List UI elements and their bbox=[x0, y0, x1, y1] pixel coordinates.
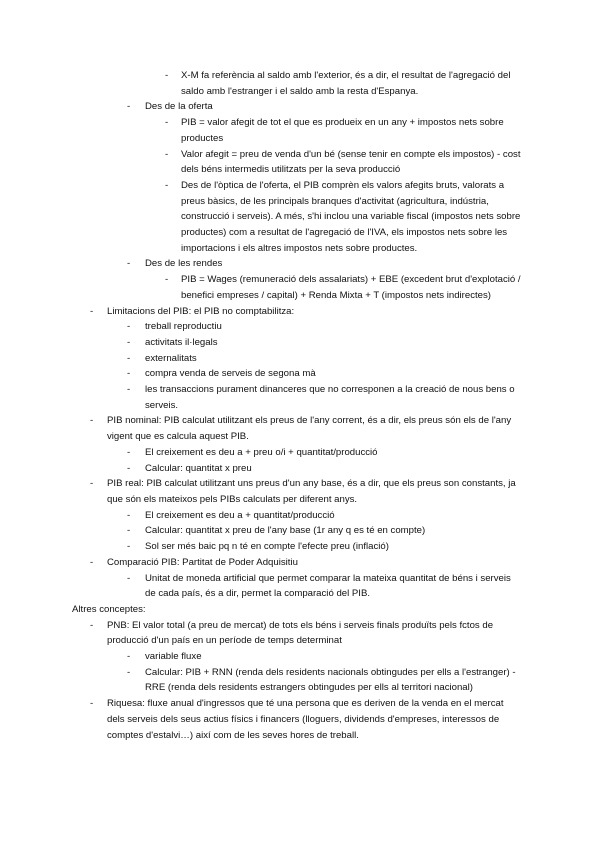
bullet-text: externalitats bbox=[145, 352, 197, 364]
bullet-item-level-2 bbox=[0, 99, 523, 115]
bullet-text: Sol ser més baic pq n té en compte l'efecte preu (inflació) bbox=[145, 541, 389, 553]
bullet-text: Des de les rendes bbox=[145, 258, 223, 270]
bullet-item-level-3 bbox=[0, 272, 521, 303]
bullet-item-level-1 bbox=[0, 696, 523, 743]
bullet-dash: - bbox=[127, 258, 131, 270]
bullet-text: El creixement es deu a + preu o/i + quantitat/producció bbox=[145, 446, 378, 458]
bullet-dash: - bbox=[127, 666, 131, 678]
bullet-dash: - bbox=[127, 462, 131, 474]
bullet-text: compra venda de serveis de segona mà bbox=[145, 368, 316, 380]
bullet-item-level-2 bbox=[0, 319, 523, 335]
bullet-dash: - bbox=[127, 384, 131, 396]
bullet-dash: - bbox=[90, 698, 94, 710]
bullet-item-level-2 bbox=[0, 445, 523, 461]
bullet-dash: - bbox=[90, 556, 94, 568]
bullet-text: PIB = Wages (remuneració dels assalariats) + EBE (excedent brut d'explotació / benefici empreses / capital) + Renda Mixta + T (impostos nets indirectes) bbox=[181, 274, 521, 301]
bullet-text: Valor afegit = preu de venda d'un bé (sense tenir en compte els impostos) - cost dels béns intermedis utilitzats per la seva producció bbox=[181, 148, 521, 176]
bullet-item-level-2 bbox=[0, 523, 523, 539]
bullet-item-level-2 bbox=[0, 382, 523, 413]
bullet-item-level-2 bbox=[0, 508, 523, 524]
bullet-item-level-1 bbox=[0, 304, 523, 320]
bullet-dash: - bbox=[90, 478, 94, 490]
bullet-text: Unitat de moneda artificial que permet comparar la mateixa quantitat de béns i serveis de cada país, és a dir, permet la comparació del PIB. bbox=[145, 572, 511, 600]
bullet-dash: - bbox=[165, 274, 169, 286]
heading-text: Altres conceptes: bbox=[72, 603, 146, 615]
bullet-text: Riquesa: fluxe anual d'ingressos que té una persona que es deriven de la venda en el mercat dels serveis dels seus actius físics i financers (lloguers, dividends d'empreses, interessos de comptes d'estalvi…) així com de les seves hores de treball. bbox=[107, 698, 504, 741]
bullet-item-level-3 bbox=[0, 147, 521, 178]
bullet-dash: - bbox=[127, 541, 131, 553]
bullet-item-level-2 bbox=[0, 461, 523, 477]
bullet-item-level-3 bbox=[0, 68, 521, 99]
bullet-text: Calcular: quantitat x preu bbox=[145, 462, 252, 474]
bullet-item-level-2 bbox=[0, 335, 523, 351]
bullet-item-level-1 bbox=[0, 476, 523, 507]
bullet-item-level-1 bbox=[0, 618, 523, 649]
bullet-item-level-1 bbox=[0, 413, 523, 444]
bullet-item-level-3 bbox=[0, 115, 521, 146]
bullet-item-level-2 bbox=[0, 665, 523, 696]
bullet-text: Comparació PIB: Partitat de Poder Adquisitiu bbox=[107, 556, 298, 568]
bullet-item-level-2 bbox=[0, 366, 523, 382]
bullet-text: activitats il·legals bbox=[145, 336, 218, 348]
bullet-dash: - bbox=[127, 368, 131, 380]
bullet-dash: - bbox=[127, 101, 131, 113]
bullet-dash: - bbox=[165, 117, 169, 129]
bullet-item-level-2 bbox=[0, 256, 523, 272]
bullet-dash: - bbox=[127, 321, 131, 333]
bullet-text: variable fluxe bbox=[145, 651, 202, 663]
bullet-dash: - bbox=[127, 525, 131, 537]
bullet-text: Limitacions del PIB: el PIB no comptabilitza: bbox=[107, 305, 295, 317]
bullet-text: Calcular: quantitat x preu de l'any base (1r any q es té en compte) bbox=[145, 525, 426, 537]
bullet-item-level-2 bbox=[0, 539, 523, 555]
bullet-dash: - bbox=[90, 305, 94, 317]
bullet-text: X-M fa referència al saldo amb l'exterior, és a dir, el resultat de l'agregació del saldo amb l'estranger i el saldo amb la resta d'Espanya. bbox=[181, 70, 511, 97]
section-heading bbox=[0, 602, 600, 618]
bullet-dash: - bbox=[90, 415, 94, 427]
bullet-text: PNB: El valor total (a preu de mercat) de tots els béns i serveis finals produïts pels fctos de producció d'un país en un període de temps determinat bbox=[107, 619, 494, 647]
bullet-dash: - bbox=[127, 651, 131, 663]
bullet-text: PIB = valor afegit de tot el que es produeix en un any + impostos nets sobre productes bbox=[181, 117, 504, 144]
bullet-dash: - bbox=[165, 70, 169, 81]
bullet-dash: - bbox=[90, 619, 94, 631]
bullet-item-level-2 bbox=[0, 649, 523, 665]
bullet-text: treball reproductiu bbox=[145, 321, 222, 333]
bullet-text: PIB real: PIB calculat utilitzant uns preus d'un any base, és a dir, que els preus son constants, ja que són els mateixos pels PIBs calculats per diferent anys. bbox=[107, 478, 516, 505]
bullet-dash: - bbox=[165, 179, 169, 191]
bullet-item-level-2 bbox=[0, 351, 523, 367]
bullet-text: Calcular: PIB + RNN (renda dels residents nacionals obtingudes per ells a l'estranger) - RRE (renda dels residents estrangers obtingudes per ells al territori nacional) bbox=[145, 666, 516, 694]
bullet-text: les transaccions purament dinanceres que no corresponen a la creació de nous bens o serveis. bbox=[145, 384, 515, 411]
bullet-text: Des de l'òptica de l'oferta, el PIB comprèn els valors afegits bruts, valorats a preus bàsics, de les principals branques d'activitat (agricultura, indústria, construcció i serveis). A més, s'hi inclou una variable fiscal (impostos nets sobre productes) com a resultat de l'agregació de l'IVA, els impostos nets sobre les importacions i els altres impostos nets sobre productes. bbox=[181, 179, 521, 254]
bullet-dash: - bbox=[127, 336, 131, 348]
bullet-item-level-1 bbox=[0, 555, 523, 571]
bullet-dash: - bbox=[127, 572, 131, 584]
bullet-dash: - bbox=[127, 446, 131, 458]
bullet-dash: - bbox=[127, 352, 131, 364]
bullet-text: El creixement es deu a + quantitat/producció bbox=[145, 509, 335, 521]
bullet-item-level-3 bbox=[0, 178, 521, 257]
bullet-dash: - bbox=[165, 148, 169, 160]
bullet-text: PIB nominal: PIB calculat utilitzant els preus de l'any corrent, és a dir, els preus són els de l'any vigent que es calcula aquest PIB. bbox=[107, 415, 512, 443]
bullet-dash: - bbox=[127, 509, 131, 521]
bullet-text: Des de la oferta bbox=[145, 101, 213, 113]
bullet-item-level-2 bbox=[0, 571, 523, 602]
